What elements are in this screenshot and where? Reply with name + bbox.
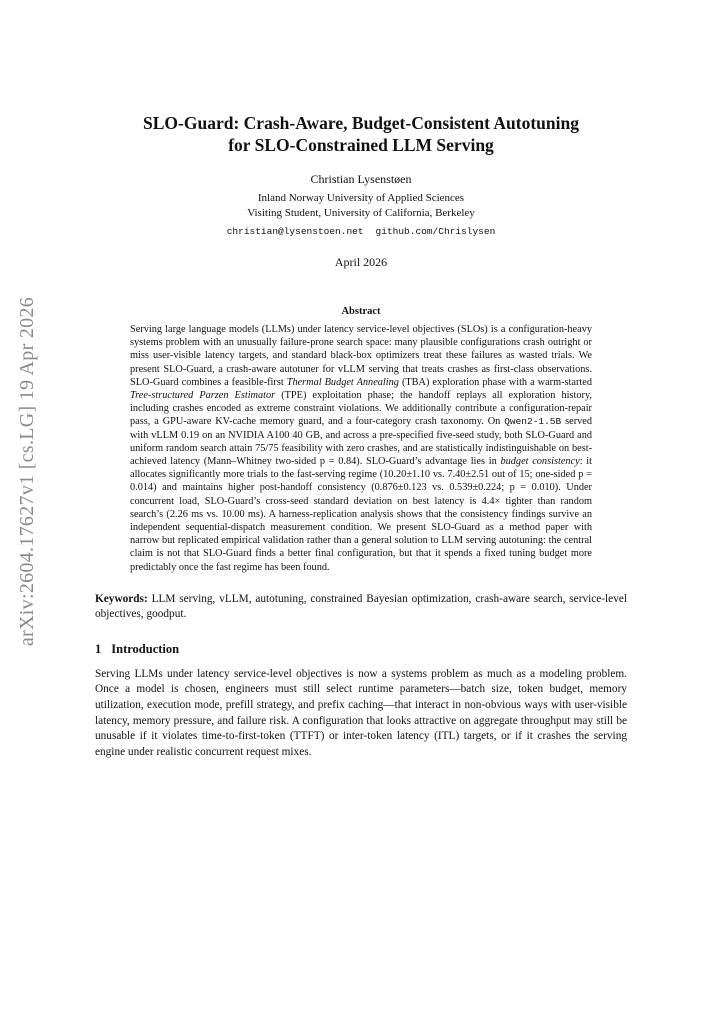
abstract-text-2: (TBA) exploration phase with a warm-started <box>398 376 592 388</box>
abstract-text-3: (TPE) exploitation phase; the handoff replays all exploration history, including crashes encoded as extreme constraint violations. We additionally contribute a configuration-repair pass, a GPU-aware KV-cache memory guard, and a four-category crash taxonomy. On <box>130 390 592 428</box>
keywords-text: LLM serving, vLLM, autotuning, constrained Bayesian optimization, crash-aware search, service-level objectives, goodput. <box>95 592 627 620</box>
abstract-text-1: Serving large language models (LLMs) under latency service-level objectives (SLOs) is a configuration-heavy systems problem with an unusually failure-prone search space: many plausible configurations crash outright or miss user-visible latency targets, and standard black-box optimizers treat these failures as wasted trials. We present SLO-Guard, a crash-aware autotuner for vLLM serving that treats crashes as first-class observations. SLO-Guard combines a feasible-first <box>130 324 592 388</box>
section-1-title: Introduction <box>111 641 180 656</box>
author-affiliation-1: Inland Norway University of Applied Sciences <box>257 191 465 204</box>
section-1-paragraph: Serving LLMs under latency service-level objectives is now a systems problem as much as a modeling problem. Once a model is chosen, engineers must still select runtime parameters—batch size, token budget, memory utilization, execution mode, prefill strategy, and prefix caching—that interact in non-obvious ways with user-visible latency, memory pressure, and failure risk. A configuration that looks attractive on aggregate throughput may still be unusable if it violates time-to-first-token (TTFT) or inter-token latency (ITL) targets, or if it crashes the serving engine under realistic concurrent request mixes. <box>95 667 627 758</box>
paper-page <box>95 0 627 760</box>
author-contact <box>95 224 627 240</box>
title-line-1: SLO-Guard: Crash-Aware, Budget-Consistent Autotuning <box>143 113 579 133</box>
abstract-body <box>130 323 592 574</box>
author-block <box>95 172 627 239</box>
author-github[interactable]: github.com/Chrislysen <box>375 225 496 237</box>
title-line-2: for SLO-Constrained LLM Serving <box>228 135 494 155</box>
abstract-term-tba: Thermal Budget Annealing <box>286 376 399 388</box>
keywords <box>95 592 627 622</box>
paper-title <box>95 112 627 156</box>
keywords-label: Keywords: <box>95 592 148 605</box>
abstract-term-tpe: Tree-structured Parzen Estimator <box>130 390 276 402</box>
arxiv-id-text: arXiv:2604.17627v1 [cs.LG] 19 Apr 2026 <box>16 296 39 646</box>
arxiv-sidebar-identifier <box>8 296 48 646</box>
section-1-number: 1 <box>95 641 102 656</box>
section-1-heading <box>95 642 627 657</box>
abstract-model-name: Qwen2-1.5B <box>504 416 562 428</box>
abstract-heading: Abstract <box>341 306 381 317</box>
abstract-text-5: : it allocates significantly more trials to the fast-serving regime (10.20±1.10 vs. 7.40±2.51 out of 15; one-sided p = 0.014) and maintains higher post-handoff consistency (0.876±0.123 vs. 0.539±0.224; p = 0.010). Under concurrent load, SLO-Guard’s cross-seed standard deviation on best latency is 4.4× tighter than random search’s (2.26 ms vs. 10.00 ms). A harness-replication analysis shows that the consistency findings survive an independent sequential-dispatch measurement condition. We present SLO-Guard as a method paper with narrow but replicated empirical validation rather than a general solution to LLM serving autotuning: the central claim is not that SLO-Guard finds a better final configuration, but that it spends a fixed tuning budget more predictably once the fast regime has been found. <box>130 456 592 573</box>
abstract-text-4: served with vLLM 0.19 on an NVIDIA A100 40 GB, and across a pre-specified five-seed study, both SLO-Guard and uniform random search attain 75/75 feasibility with zero crashes, and are statistically indistinguishable on best-achieved latency (Mann–Whitney two-sided p = 0.84). SLO-Guard’s advantage lies in <box>130 416 592 468</box>
paper-date: April 2026 <box>334 255 388 269</box>
author-affiliation-2: Visiting Student, University of California, Berkeley <box>247 207 475 219</box>
author-name: Christian Lysenstøen <box>310 172 412 186</box>
author-email[interactable]: christian@lysenstoen.net <box>226 225 364 237</box>
abstract-term-budget-consistency: budget consistency <box>500 456 580 468</box>
